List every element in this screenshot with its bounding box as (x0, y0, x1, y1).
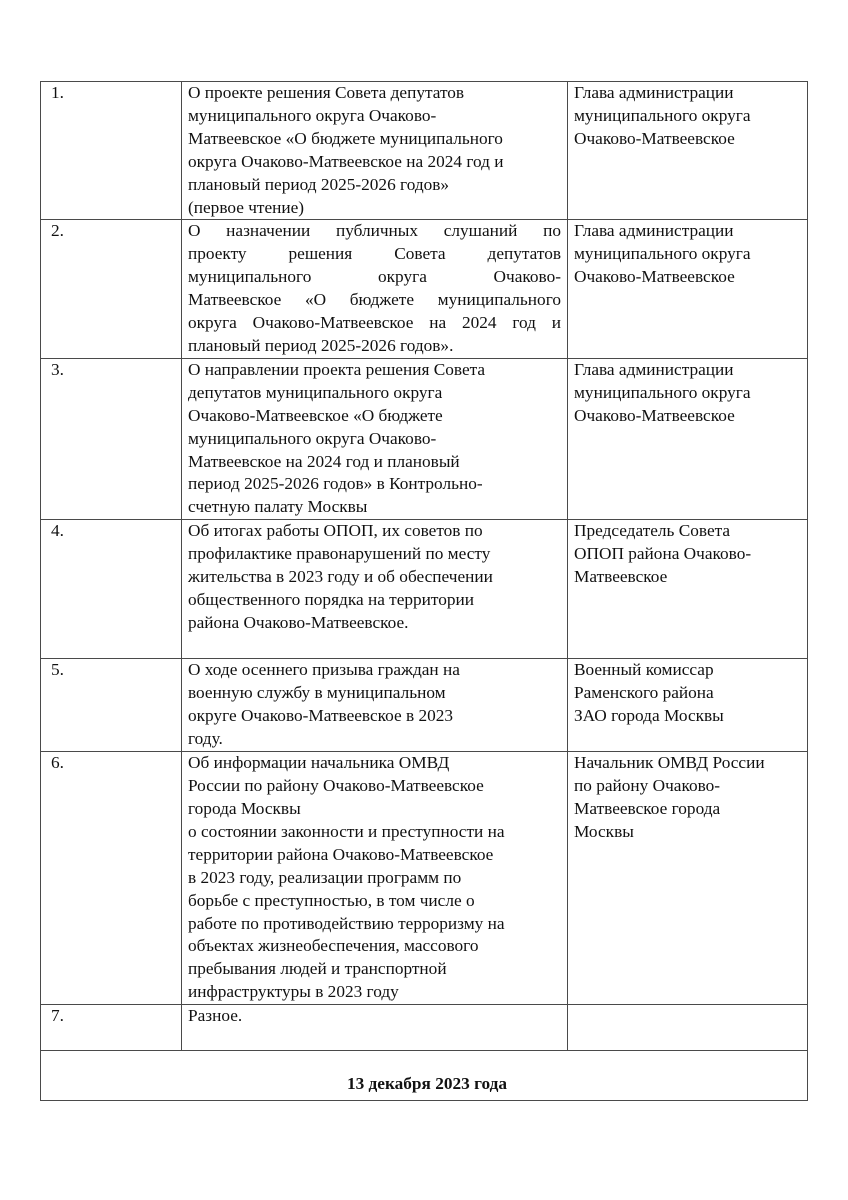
speaker-line: Председатель Совета (574, 521, 731, 541)
agenda-table (40, 81, 808, 1101)
item-number: 3. (41, 358, 182, 519)
speaker-line: Матвеевское города (574, 799, 721, 819)
topic-line: муниципального округа Очаково- (188, 267, 561, 287)
speaker-line: Раменского района (574, 683, 714, 703)
topic-line: Об информации начальника ОМВД (188, 753, 450, 773)
speaker-line: Очаково-Матвеевское (574, 128, 735, 148)
item-speaker (568, 520, 808, 659)
topic-line: депутатов муниципального округа (188, 382, 443, 402)
agenda-body (41, 82, 808, 1101)
topic-line: Очаково-Матвеевское «О бюджете (188, 405, 443, 425)
agenda-row (41, 358, 808, 519)
topic-line: объектах жизнеобеспечения, массового (188, 936, 479, 956)
topic-line: (первое чтение) (188, 197, 305, 217)
topic-line: О проекте решения Совета депутатов (188, 83, 465, 102)
topic-line: Матвеевское «О бюджете муниципального (188, 128, 503, 148)
topic-line: счетную палату Москвы (188, 497, 368, 517)
item-speaker (568, 1005, 808, 1051)
topic-line: города Москвы (188, 799, 301, 819)
item-topic (182, 1005, 568, 1051)
topic-line: Разное. (188, 1006, 243, 1026)
speaker-line: ОПОП района Очаково- (574, 544, 752, 564)
agenda-row (41, 520, 808, 659)
item-speaker (568, 659, 808, 752)
item-speaker (568, 220, 808, 358)
item-topic (182, 520, 568, 659)
speaker-line: ЗАО города Москвы (574, 706, 724, 726)
topic-line: Матвеевское на 2024 год и плановый (188, 451, 460, 471)
topic-line: пребывания людей и транспортной (188, 959, 447, 979)
topic-line: профилактике правонарушений по месту (188, 544, 491, 564)
speaker-line: Очаково-Матвеевское (574, 405, 735, 425)
item-topic (182, 358, 568, 519)
topic-line: Об итогах работы ОПОП, их советов по (188, 521, 483, 541)
agenda-row (41, 82, 808, 220)
item-number: 7. (41, 1005, 182, 1051)
item-topic (182, 220, 568, 358)
topic-line: муниципального округа Очаково- (188, 428, 437, 448)
speaker-line: Начальник ОМВД России (574, 753, 765, 773)
item-topic (182, 659, 568, 752)
topic-line: плановый период 2025-2026 годов». (188, 335, 454, 355)
agenda-row (41, 659, 808, 752)
item-speaker (568, 358, 808, 519)
topic-line: плановый период 2025-2026 годов» (188, 174, 450, 194)
topic-line: района Очаково-Матвеевское. (188, 612, 409, 632)
topic-line: Матвеевское «О бюджете муниципального (188, 290, 561, 310)
topic-line: году. (188, 728, 223, 748)
date-row (41, 1051, 808, 1101)
topic-line: инфраструктуры в 2023 году (188, 982, 399, 1002)
topic-line: округе Очаково-Матвеевское в 2023 (188, 706, 454, 726)
speaker-line: муниципального округа (574, 244, 751, 264)
item-topic (182, 752, 568, 1005)
topic-line: работе по противодействию терроризму на (188, 913, 505, 933)
topic-line: округа Очаково-Матвеевское на 2024 год и (188, 313, 561, 333)
topic-line: общественного порядка на территории (188, 589, 475, 609)
item-number: 1. (41, 82, 182, 220)
speaker-line: Москвы (574, 821, 634, 841)
topic-line: военную службу в муниципальном (188, 683, 446, 703)
speaker-line: по району Очаково- (574, 776, 721, 796)
topic-line: О назначении публичных слушаний по (188, 221, 561, 241)
topic-line: о состоянии законности и преступности на (188, 821, 505, 841)
item-number: 5. (41, 659, 182, 752)
agenda-row (41, 1005, 808, 1051)
topic-line: территории района Очаково-Матвеевское (188, 844, 494, 864)
speaker-line: Глава администрации (574, 221, 734, 241)
speaker-line: Глава администрации (574, 83, 734, 102)
agenda-row (41, 752, 808, 1005)
speaker-line: Очаково-Матвеевское (574, 267, 735, 287)
topic-line: округа Очаково-Матвеевское на 2024 год и (188, 151, 504, 171)
topic-line: О ходе осеннего призыва граждан на (188, 660, 460, 680)
topic-line: О направлении проекта решения Совета (188, 359, 486, 379)
meeting-date-heading: 13 декабря 2023 года (41, 1051, 808, 1101)
speaker-line: Матвеевское (574, 567, 668, 587)
topic-line: борьбе с преступностью, в том числе о (188, 890, 475, 910)
topic-line: проекту решения Совета депутатов (188, 244, 561, 264)
speaker-line: муниципального округа (574, 105, 751, 125)
item-topic (182, 82, 568, 220)
speaker-line: Глава администрации (574, 359, 734, 379)
item-number: 4. (41, 520, 182, 659)
topic-line: период 2025-2026 годов» в Контрольно- (188, 474, 483, 494)
item-number: 2. (41, 220, 182, 358)
item-number: 6. (41, 752, 182, 1005)
speaker-line: муниципального округа (574, 382, 751, 402)
item-speaker (568, 82, 808, 220)
speaker-line: Военный комиссар (574, 660, 714, 680)
topic-line: муниципального округа Очаково- (188, 105, 437, 125)
topic-line: в 2023 году, реализации программ по (188, 867, 462, 887)
topic-line: России по району Очаково-Матвеевское (188, 776, 484, 796)
agenda-row (41, 220, 808, 358)
item-speaker (568, 752, 808, 1005)
topic-line: жительства в 2023 году и об обеспечении (188, 567, 493, 587)
